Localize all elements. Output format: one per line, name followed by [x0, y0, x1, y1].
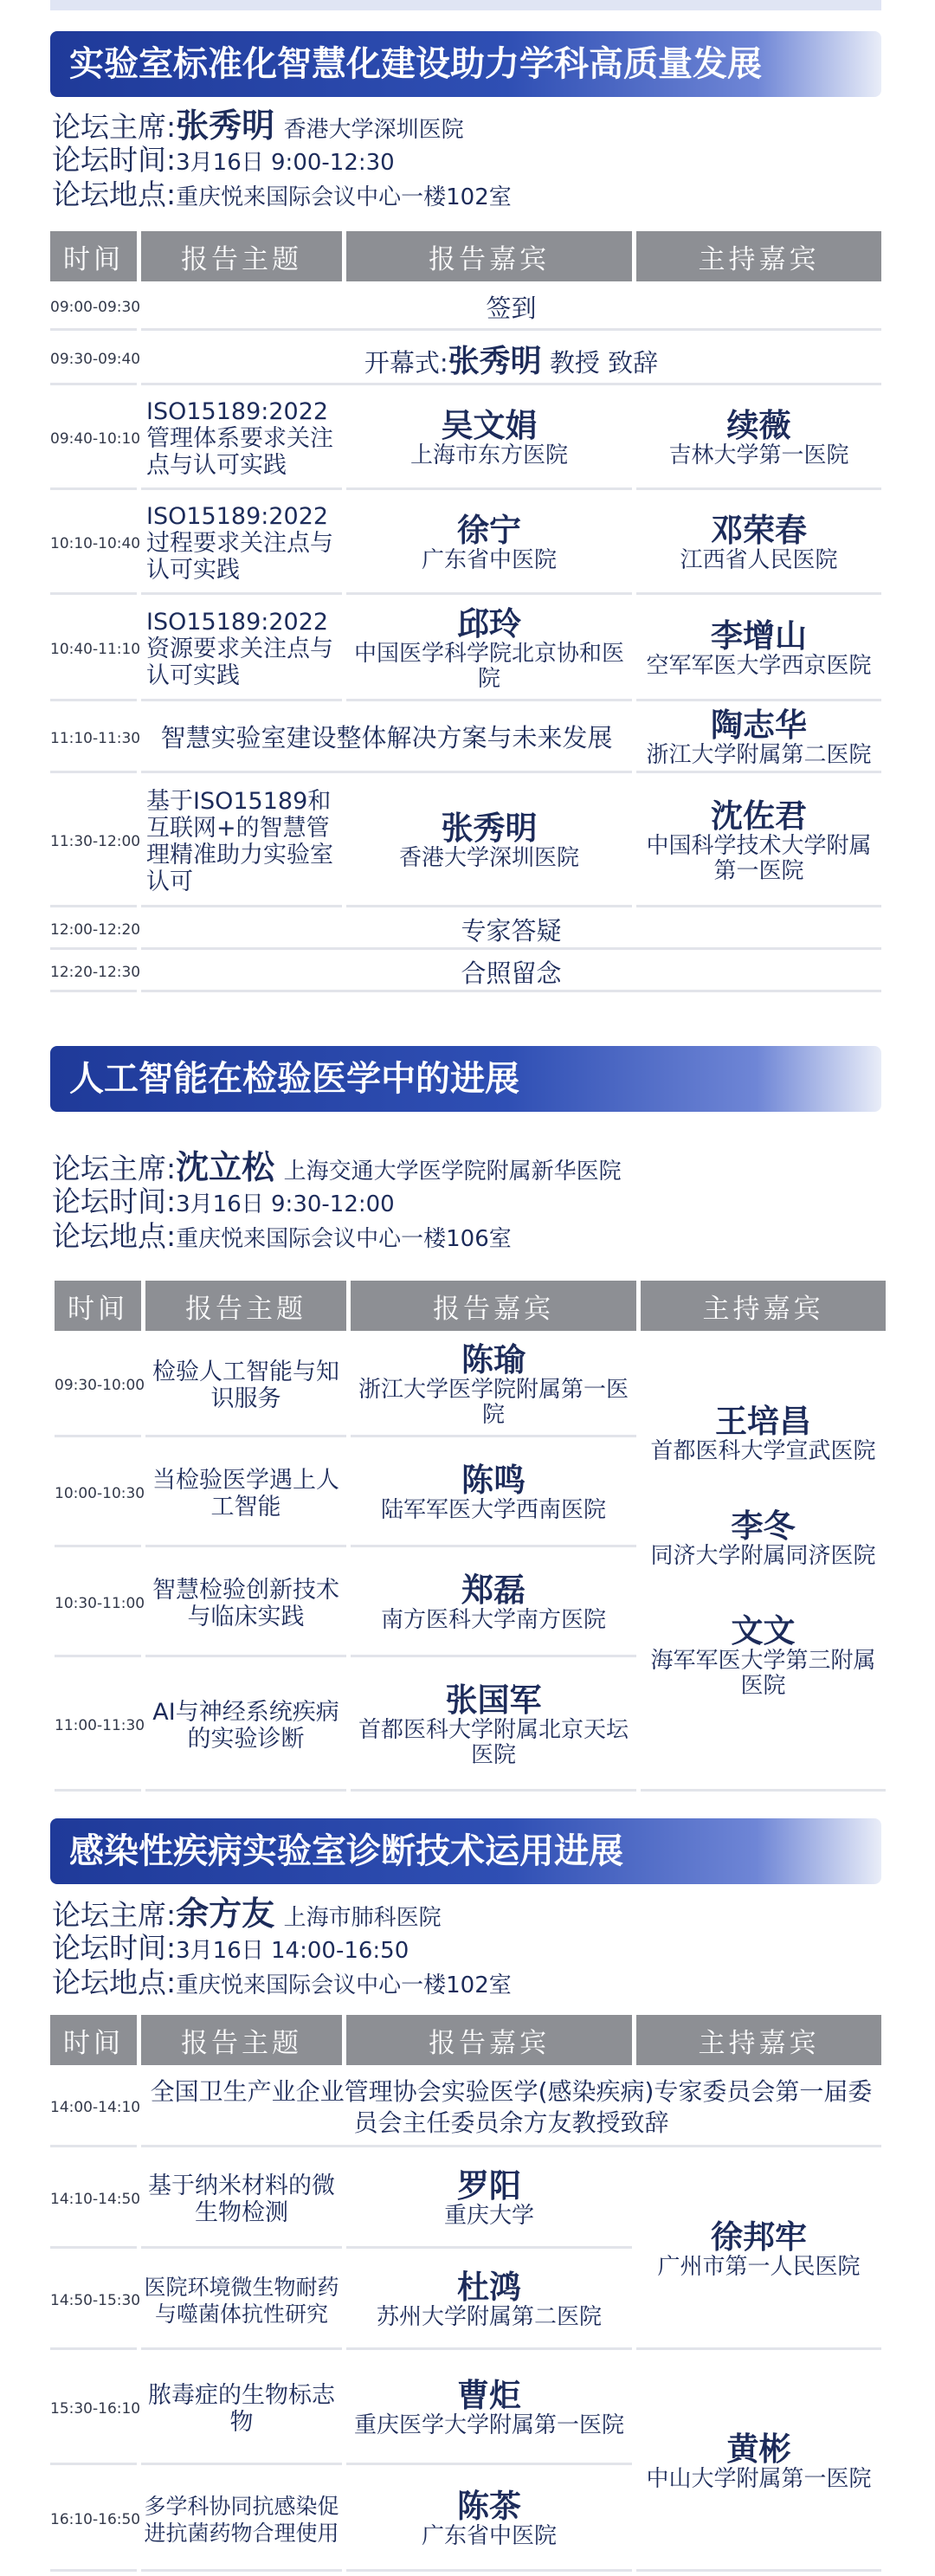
row-speaker — [346, 390, 632, 490]
row-speaker — [346, 494, 632, 595]
row-topic: 多学科协同抗感染促进抗菌药物合理使用 — [141, 2469, 342, 2572]
row-time: 16:10-16:50 — [50, 2469, 137, 2572]
host-affil: 吉林大学第一医院 — [668, 442, 849, 468]
row-host — [636, 494, 881, 595]
chair-name: 沈立松 — [176, 1148, 275, 1186]
table-row — [50, 494, 881, 595]
chair-label: 论坛主席: — [52, 1898, 177, 1932]
forum1-title: 实验室标准化智慧化建设助力学科高质量发展 — [69, 44, 762, 84]
row-time: 15:30-16:10 — [50, 2354, 137, 2465]
row-topic: 检验人工智能与知识服务 — [145, 1335, 346, 1437]
speaker-affil: 香港大学深圳医院 — [398, 845, 579, 871]
header-topic: 报告主题 — [145, 1281, 346, 1331]
row-speaker — [346, 2152, 632, 2249]
row-speaker — [351, 1662, 636, 1792]
forum3-title-banner — [50, 1818, 881, 1884]
speaker-affil: 苏州大学附属第二医院 — [376, 2304, 602, 2330]
speaker-name: 郑磊 — [461, 1572, 526, 1609]
row-time: 11:00-11:30 — [55, 1662, 141, 1792]
header-host: 主持嘉宾 — [641, 1281, 886, 1331]
forum3-host-cell-2 — [636, 2354, 881, 2572]
header-time: 时间 — [50, 231, 137, 281]
host-affil: 海军军医大学第三附属医院 — [650, 1648, 876, 1699]
row-time: 09:00-09:30 — [50, 286, 137, 331]
row-time: 14:00-14:10 — [50, 2069, 137, 2147]
forum1-info — [52, 108, 883, 212]
row-time: 10:30-11:00 — [55, 1552, 141, 1657]
host-name: 黄彬 — [726, 2430, 791, 2468]
row-speaker — [346, 778, 632, 907]
row-time: 09:30-09:40 — [50, 335, 137, 385]
time-label: 论坛时间: — [52, 143, 177, 177]
row-topic-wide: 智慧实验室建设整体解决方案与未来发展 — [141, 706, 632, 773]
header-time: 时间 — [50, 2015, 137, 2065]
row-time: 09:30-10:00 — [55, 1335, 141, 1437]
table-row — [50, 335, 881, 385]
chair-affil: 香港大学深圳医院 — [283, 117, 464, 143]
table-row — [55, 1335, 886, 1437]
speaker-name: 邱玲 — [457, 604, 521, 642]
row-time: 09:40-10:10 — [50, 390, 137, 490]
header-host: 主持嘉宾 — [636, 231, 881, 281]
host-name: 李增山 — [711, 617, 807, 655]
place-value: 重庆悦来国际会议中心一楼106室 — [176, 1226, 512, 1252]
table-header-row — [55, 1281, 886, 1331]
host-name: 文文 — [731, 1612, 796, 1650]
place-value: 重庆悦来国际会议中心一楼102室 — [176, 184, 512, 210]
row-time: 12:20-12:30 — [50, 954, 137, 992]
speaker-name: 吴文娟 — [441, 407, 538, 444]
host-name: 沈佐君 — [711, 797, 807, 835]
speaker-name: 徐宁 — [457, 512, 521, 549]
row-topic: 医院环境微生物耐药与噬菌体抗性研究 — [141, 2253, 342, 2350]
host-name: 陶志华 — [711, 707, 807, 744]
chair-label: 论坛主席: — [52, 110, 177, 144]
header-topic: 报告主题 — [141, 2015, 342, 2065]
row-host — [636, 778, 881, 907]
speaker-affil: 首都医科大学附属北京天坛医院 — [358, 1716, 629, 1768]
table-header-row — [50, 2015, 881, 2065]
time-value: 3月16日 14:00-16:50 — [176, 1938, 409, 1964]
time-value: 3月16日 9:00-12:30 — [176, 150, 395, 176]
speaker-affil: 重庆医学大学附属第一医院 — [353, 2412, 624, 2438]
host-affil: 中国科学技术大学附属第一医院 — [646, 832, 872, 884]
row-host — [636, 706, 881, 773]
time-value: 3月16日 9:30-12:00 — [176, 1191, 395, 1217]
table-row — [50, 778, 881, 907]
row-speaker — [346, 599, 632, 701]
forum2-title: 人工智能在检验医学中的进展 — [69, 1059, 519, 1099]
table-row — [50, 390, 881, 490]
host-affil: 中山大学附属第一医院 — [646, 2465, 872, 2492]
row-topic: 基于纳米材料的微生物检测 — [141, 2152, 342, 2249]
row-span-text: 全国卫生产业企业管理协会实验医学(感染疾病)专家委员会第一届委员会主任委员余方友教授致辞 — [141, 2069, 881, 2147]
place-value: 重庆悦来国际会议中心一楼102室 — [176, 1972, 512, 1998]
table-row — [50, 954, 881, 992]
table-row — [50, 286, 881, 331]
header-speaker: 报告嘉宾 — [346, 231, 632, 281]
row-time: 14:10-14:50 — [50, 2152, 137, 2249]
row-time: 11:10-11:30 — [50, 706, 137, 773]
host-affil: 广州市第一人民医院 — [657, 2253, 861, 2280]
speaker-name: 陈茶 — [457, 2488, 521, 2525]
row-time: 10:10-10:40 — [50, 494, 137, 595]
row-time: 14:50-15:30 — [50, 2253, 137, 2350]
speaker-name: 陈鸣 — [461, 1462, 526, 1499]
speaker-name: 曹炬 — [457, 2377, 521, 2414]
row-speaker — [346, 2253, 632, 2350]
row-opening — [141, 335, 881, 385]
row-speaker — [346, 2469, 632, 2572]
row-speaker — [351, 1335, 636, 1437]
top-edge-bar — [50, 0, 881, 10]
host-name: 王培昌 — [715, 1403, 811, 1440]
forum2-title-banner — [50, 1046, 881, 1112]
chair-name: 余方友 — [176, 1895, 275, 1933]
speaker-name: 张秀明 — [441, 810, 538, 847]
row-topic: 基于ISO15189和互联网+的智慧管理精准助力实验室认可 — [141, 778, 342, 907]
row-speaker — [351, 1442, 636, 1547]
speaker-affil: 广东省中医院 — [421, 2523, 557, 2549]
forum3-title: 感染性疾病实验室诊断技术运用进展 — [69, 1831, 623, 1871]
row-speaker — [351, 1552, 636, 1657]
host-affil: 浙江大学附属第二医院 — [646, 742, 872, 768]
row-span-text: 专家答疑 — [141, 912, 881, 950]
forum3-info — [52, 1896, 883, 2000]
forum2-schedule-table — [50, 1276, 890, 1796]
host-name: 李冬 — [731, 1508, 796, 1545]
place-label: 论坛地点: — [52, 1966, 177, 1999]
forum3-host-cell-1 — [636, 2152, 881, 2350]
row-topic: ISO15189:2022 管理体系要求关注点与认可实践 — [141, 390, 342, 490]
opening-label: 开幕式: — [364, 348, 448, 378]
opening-post: 教授 致辞 — [541, 348, 659, 378]
host-affil: 首都医科大学宣武医院 — [650, 1438, 876, 1464]
table-row — [50, 2354, 881, 2465]
row-topic: 脓毒症的生物标志物 — [141, 2354, 342, 2465]
forum2-hosts-cell — [641, 1335, 886, 1792]
forum1-schedule-table — [46, 227, 886, 997]
forum3-schedule-table — [46, 2011, 886, 2576]
opening-name: 张秀明 — [448, 344, 542, 379]
header-time: 时间 — [55, 1281, 141, 1331]
place-label: 论坛地点: — [52, 178, 177, 211]
row-span-text: 签到 — [141, 286, 881, 331]
forum1-title-banner — [50, 31, 881, 97]
speaker-name: 张国军 — [445, 1681, 542, 1719]
time-label: 论坛时间: — [52, 1931, 177, 1965]
speaker-affil: 中国医学科学院北京协和医院 — [353, 640, 624, 692]
speaker-name: 杜鸿 — [457, 2269, 521, 2306]
host-name: 徐邦牢 — [711, 2218, 807, 2256]
host-affil: 空军军医大学西京医院 — [646, 653, 872, 679]
header-topic: 报告主题 — [141, 231, 342, 281]
speaker-affil: 广东省中医院 — [421, 547, 557, 573]
speaker-name: 罗阳 — [457, 2167, 521, 2205]
row-topic: AI与神经系统疾病的实验诊断 — [145, 1662, 346, 1792]
time-label: 论坛时间: — [52, 1185, 177, 1218]
row-topic: 智慧检验创新技术与临床实践 — [145, 1552, 346, 1657]
speaker-affil: 浙江大学医学院附属第一医院 — [358, 1376, 629, 1428]
header-speaker: 报告嘉宾 — [351, 1281, 636, 1331]
row-speaker — [346, 2354, 632, 2465]
chair-affil: 上海市肺科医院 — [283, 1905, 442, 1931]
speaker-affil: 南方医科大学南方医院 — [380, 1607, 606, 1633]
table-row — [50, 2069, 881, 2147]
row-time: 12:00-12:20 — [50, 912, 137, 950]
table-row — [50, 706, 881, 773]
row-time: 10:40-11:10 — [50, 599, 137, 701]
host-affil: 江西省人民医院 — [680, 547, 838, 573]
row-topic: ISO15189:2022 资源要求关注点与认可实践 — [141, 599, 342, 701]
row-host — [636, 599, 881, 701]
row-time: 11:30-12:00 — [50, 778, 137, 907]
chair-name: 张秀明 — [176, 107, 275, 145]
header-host: 主持嘉宾 — [636, 2015, 881, 2065]
row-host — [636, 390, 881, 490]
host-name: 邓荣春 — [711, 512, 807, 549]
host-name: 续薇 — [726, 407, 791, 444]
speaker-affil: 上海市东方医院 — [409, 442, 568, 468]
host-affil: 同济大学附属同济医院 — [650, 1543, 876, 1569]
row-time: 10:00-10:30 — [55, 1442, 141, 1547]
speaker-name: 陈瑜 — [461, 1340, 526, 1378]
forum2-info — [52, 1150, 883, 1254]
place-label: 论坛地点: — [52, 1219, 177, 1253]
chair-affil: 上海交通大学医学院附属新华医院 — [283, 1159, 622, 1185]
header-speaker: 报告嘉宾 — [346, 2015, 632, 2065]
speaker-affil: 重庆大学 — [443, 2203, 534, 2229]
chair-label: 论坛主席: — [52, 1152, 177, 1185]
row-topic: ISO15189:2022 过程要求关注点与认可实践 — [141, 494, 342, 595]
table-row — [50, 912, 881, 950]
speaker-affil: 陆军军医大学西南医院 — [380, 1497, 606, 1523]
table-row — [50, 599, 881, 701]
table-row — [50, 2152, 881, 2249]
row-topic: 当检验医学遇上人工智能 — [145, 1442, 346, 1547]
table-header-row — [50, 231, 881, 281]
row-span-text: 合照留念 — [141, 954, 881, 992]
